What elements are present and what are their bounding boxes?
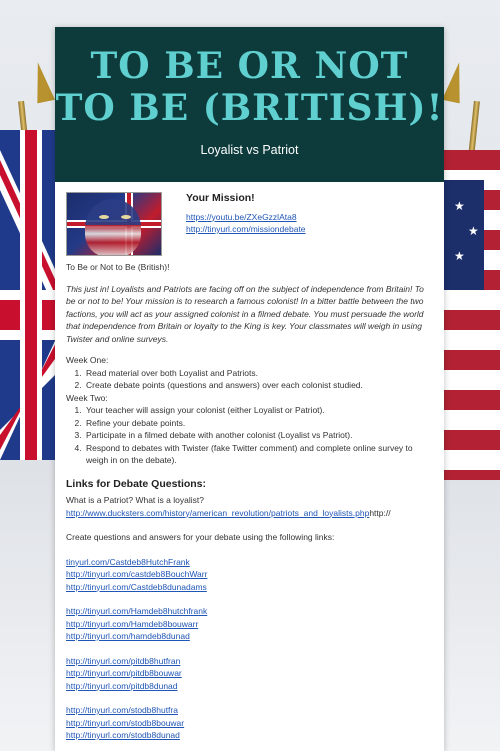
header-banner — [55, 27, 444, 182]
debate-link[interactable]: http://tinyurl.com/pitdb8bouwar — [66, 668, 182, 678]
week-one-label: Week One: — [66, 355, 109, 365]
debate-link[interactable]: tinyurl.com/Castdeb8HutchFrank — [66, 556, 190, 567]
ducksters-suffix: http:// — [369, 507, 391, 518]
mission-block — [186, 192, 306, 256]
debate-link[interactable]: http://tinyurl.com/pitdb8dunad — [66, 680, 178, 691]
intro-paragraph: This just in! Loyalists and Patriots are facing off on the subject of independence from Britain! To be or not to be! Your mission is to research a famous colonist! In a bitter battle between the two factions, you will act as your assigned colonist in a filmed debate. You must persuade the world that independence from Britain or loyalty to the King is key. Your classmates will weigh in using Twister and online surveys. — [66, 283, 424, 344]
link-group-sto — [66, 704, 433, 742]
debate-link[interactable]: http://tinyurl.com/stodb8dunad — [66, 730, 180, 740]
link-group-pit — [66, 655, 433, 693]
us-flag-image — [444, 150, 500, 480]
uk-flag-image — [0, 130, 60, 460]
debate-link[interactable]: http://tinyurl.com/stodb8hutfra — [66, 705, 178, 715]
debate-link[interactable]: http://tinyurl.com/stodb8bouwar — [66, 717, 185, 728]
svg-text:★: ★ — [468, 224, 479, 238]
svg-text:★: ★ — [454, 199, 465, 213]
debate-instructions: Create questions and answers for your debate using the following links: — [66, 532, 335, 542]
list-item: 1. Your teacher will assign your colonist (either Loyalist or Patriot). — [84, 404, 433, 417]
mission-link-youtube[interactable]: https://youtu.be/ZXeGzzlAta8 — [186, 211, 297, 222]
list-item: 1. Read material over both Loyalist and Patriots. — [84, 367, 433, 380]
debate-heading: Links for Debate Questions: — [66, 477, 207, 490]
week-one-section — [66, 354, 433, 467]
image-caption: To Be or Not to Be (British)! — [66, 262, 170, 272]
ducksters-link[interactable]: http://www.ducksters.com/history/american_revolution/patriots_and_loyalists.php — [66, 507, 370, 518]
flag-face-image — [66, 192, 162, 256]
page-title: TO BE OR NOT TO BE (BRITISH)! — [55, 45, 444, 129]
list-item: 2. Refine your debate points. — [84, 417, 433, 430]
content-area — [55, 182, 444, 742]
debate-link[interactable]: http://tinyurl.com/castdeb8BouchWarr — [66, 569, 208, 579]
debate-link[interactable]: http://tinyurl.com/Castdeb8dunadams — [66, 581, 207, 592]
mission-link-tinyurl[interactable]: http://tinyurl.com/missiondebate — [186, 224, 306, 234]
smore-card — [55, 27, 444, 751]
list-item: 2. Create debate points (questions and answers) over each colonist studied. — [84, 379, 433, 392]
debate-link[interactable]: http://tinyurl.com/Hamdeb8hutchfrank — [66, 606, 208, 616]
list-item: 4. Respond to debates with Twister (fake Twitter comment) and complete online survey to weigh in on the debate). — [84, 442, 433, 467]
debate-link[interactable]: http://tinyurl.com/Hamdeb8bouwarr — [66, 618, 199, 629]
list-item: 3. Participate in a filmed debate with another colonist (Loyalist vs Patriot). — [84, 429, 433, 442]
debate-link[interactable]: http://tinyurl.com/pitdb8hutfran — [66, 655, 181, 666]
page-subtitle: Loyalist vs Patriot — [200, 143, 299, 157]
week-one-list — [66, 367, 433, 392]
week-two-label: Week Two: — [66, 392, 108, 403]
mission-heading: Your Mission! — [186, 192, 255, 204]
link-group-ham — [66, 605, 433, 643]
mission-row — [66, 192, 433, 256]
link-group-castle — [66, 556, 433, 594]
ducksters-line — [66, 507, 433, 520]
debate-link[interactable]: http://tinyurl.com/hamdeb8dunad — [66, 631, 190, 641]
svg-text:★: ★ — [454, 249, 465, 263]
week-two-list — [66, 404, 433, 467]
debate-question: What is a Patriot? What is a loyalist? — [66, 495, 204, 505]
